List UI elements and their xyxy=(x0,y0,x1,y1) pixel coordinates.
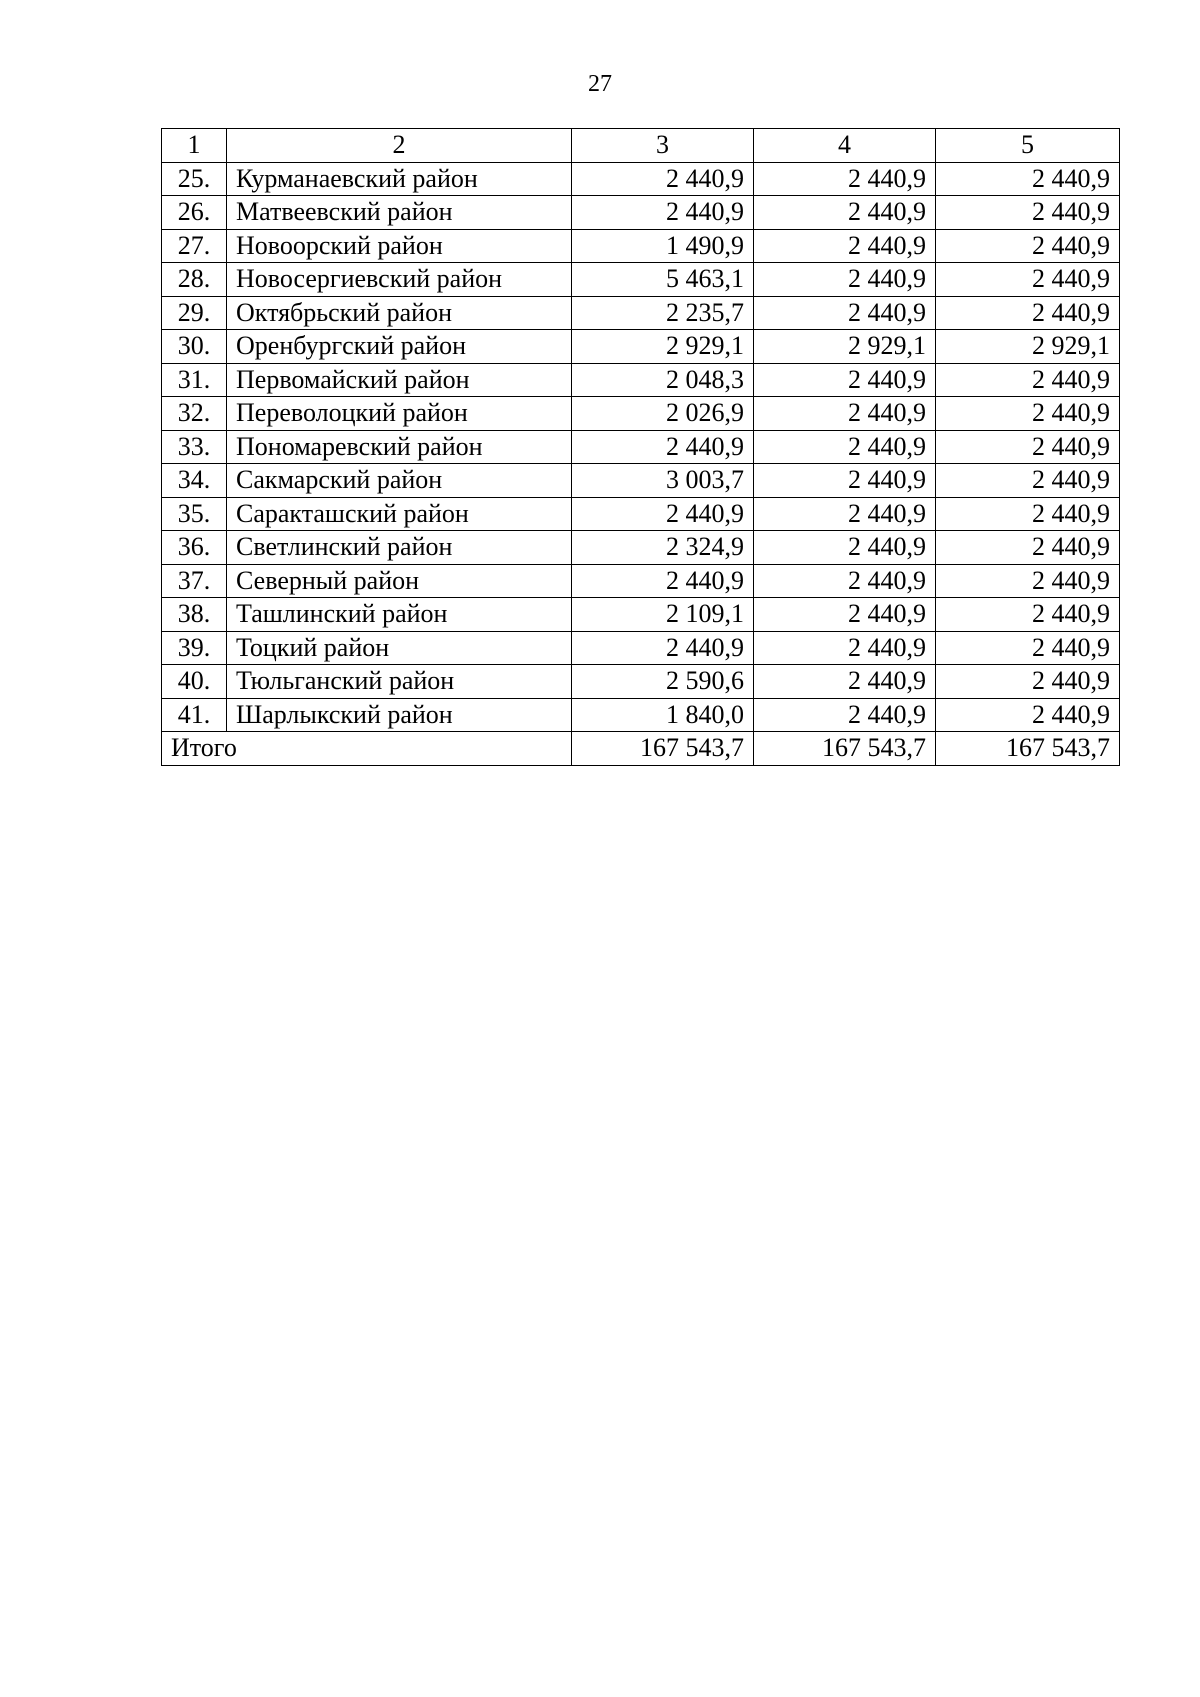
value-col-5: 2 440,9 xyxy=(936,665,1120,699)
value-col-5: 2 440,9 xyxy=(936,196,1120,230)
row-number: 32. xyxy=(162,397,227,431)
district-name: Новосергиевский район xyxy=(227,263,572,297)
row-number: 39. xyxy=(162,631,227,665)
value-col-3: 2 235,7 xyxy=(572,296,754,330)
total-col-5: 167 543,7 xyxy=(936,732,1120,766)
table-row xyxy=(162,397,1120,431)
district-name: Оренбургский район xyxy=(227,330,572,364)
value-col-4: 2 440,9 xyxy=(754,665,936,699)
table-row xyxy=(162,631,1120,665)
value-col-5: 2 440,9 xyxy=(936,430,1120,464)
value-col-5: 2 440,9 xyxy=(936,698,1120,732)
table-row xyxy=(162,497,1120,531)
table-row xyxy=(162,564,1120,598)
value-col-4: 2 440,9 xyxy=(754,497,936,531)
table-row xyxy=(162,162,1120,196)
header-cell-5: 5 xyxy=(936,129,1120,163)
row-number: 35. xyxy=(162,497,227,531)
table-row xyxy=(162,330,1120,364)
value-col-3: 1 840,0 xyxy=(572,698,754,732)
header-cell-2: 2 xyxy=(227,129,572,163)
value-col-3: 2 590,6 xyxy=(572,665,754,699)
value-col-4: 2 440,9 xyxy=(754,430,936,464)
district-name: Пономаревский район xyxy=(227,430,572,464)
table-header xyxy=(162,129,1120,163)
value-col-4: 2 440,9 xyxy=(754,698,936,732)
value-col-5: 2 440,9 xyxy=(936,531,1120,565)
value-col-3: 2 324,9 xyxy=(572,531,754,565)
value-col-5: 2 440,9 xyxy=(936,397,1120,431)
row-number: 25. xyxy=(162,162,227,196)
value-col-3: 2 440,9 xyxy=(572,430,754,464)
table-row xyxy=(162,263,1120,297)
table-row xyxy=(162,665,1120,699)
table-row xyxy=(162,196,1120,230)
district-name: Шарлыкский район xyxy=(227,698,572,732)
table-row xyxy=(162,698,1120,732)
district-name: Первомайский район xyxy=(227,363,572,397)
value-col-3: 2 048,3 xyxy=(572,363,754,397)
total-col-3: 167 543,7 xyxy=(572,732,754,766)
value-col-3: 2 109,1 xyxy=(572,598,754,632)
table-row xyxy=(162,598,1120,632)
value-col-5: 2 440,9 xyxy=(936,631,1120,665)
district-name: Октябрьский район xyxy=(227,296,572,330)
value-col-5: 2 440,9 xyxy=(936,263,1120,297)
total-row xyxy=(162,732,1120,766)
row-number: 38. xyxy=(162,598,227,632)
value-col-4: 2 440,9 xyxy=(754,531,936,565)
value-col-5: 2 440,9 xyxy=(936,296,1120,330)
district-name: Ташлинский район xyxy=(227,598,572,632)
row-number: 30. xyxy=(162,330,227,364)
header-cell-4: 4 xyxy=(754,129,936,163)
value-col-4: 2 440,9 xyxy=(754,162,936,196)
district-name: Тюльганский район xyxy=(227,665,572,699)
district-name: Саракташский район xyxy=(227,497,572,531)
value-col-5: 2 440,9 xyxy=(936,363,1120,397)
budget-table xyxy=(161,128,1120,766)
table-row xyxy=(162,229,1120,263)
value-col-4: 2 929,1 xyxy=(754,330,936,364)
header-cell-1: 1 xyxy=(162,129,227,163)
value-col-4: 2 440,9 xyxy=(754,363,936,397)
value-col-5: 2 440,9 xyxy=(936,162,1120,196)
table-row xyxy=(162,430,1120,464)
value-col-4: 2 440,9 xyxy=(754,296,936,330)
page-number: 27 xyxy=(588,71,612,97)
value-col-3: 2 440,9 xyxy=(572,564,754,598)
table-row xyxy=(162,464,1120,498)
district-name: Новоорский район xyxy=(227,229,572,263)
total-col-4: 167 543,7 xyxy=(754,732,936,766)
district-name: Светлинский район xyxy=(227,531,572,565)
value-col-4: 2 440,9 xyxy=(754,263,936,297)
row-number: 26. xyxy=(162,196,227,230)
value-col-3: 2 440,9 xyxy=(572,162,754,196)
value-col-5: 2 440,9 xyxy=(936,229,1120,263)
value-col-4: 2 440,9 xyxy=(754,598,936,632)
value-col-3: 3 003,7 xyxy=(572,464,754,498)
value-col-4: 2 440,9 xyxy=(754,229,936,263)
value-col-4: 2 440,9 xyxy=(754,631,936,665)
value-col-3: 5 463,1 xyxy=(572,263,754,297)
total-label: Итого xyxy=(162,732,572,766)
value-col-5: 2 440,9 xyxy=(936,598,1120,632)
value-col-4: 2 440,9 xyxy=(754,464,936,498)
table-row xyxy=(162,363,1120,397)
row-number: 36. xyxy=(162,531,227,565)
district-name: Сакмарский район xyxy=(227,464,572,498)
row-number: 29. xyxy=(162,296,227,330)
row-number: 34. xyxy=(162,464,227,498)
header-row xyxy=(162,129,1120,163)
table-row xyxy=(162,531,1120,565)
value-col-3: 2 440,9 xyxy=(572,631,754,665)
district-name: Матвеевский район xyxy=(227,196,572,230)
value-col-3: 2 440,9 xyxy=(572,497,754,531)
value-col-3: 2 929,1 xyxy=(572,330,754,364)
row-number: 33. xyxy=(162,430,227,464)
value-col-4: 2 440,9 xyxy=(754,196,936,230)
value-col-5: 2 440,9 xyxy=(936,497,1120,531)
header-cell-3: 3 xyxy=(572,129,754,163)
table-row xyxy=(162,296,1120,330)
value-col-5: 2 929,1 xyxy=(936,330,1120,364)
district-name: Северный район xyxy=(227,564,572,598)
value-col-3: 2 026,9 xyxy=(572,397,754,431)
row-number: 37. xyxy=(162,564,227,598)
value-col-4: 2 440,9 xyxy=(754,397,936,431)
value-col-4: 2 440,9 xyxy=(754,564,936,598)
row-number: 40. xyxy=(162,665,227,699)
value-col-5: 2 440,9 xyxy=(936,564,1120,598)
row-number: 31. xyxy=(162,363,227,397)
row-number: 41. xyxy=(162,698,227,732)
value-col-3: 1 490,9 xyxy=(572,229,754,263)
district-name: Тоцкий район xyxy=(227,631,572,665)
row-number: 28. xyxy=(162,263,227,297)
district-name: Переволоцкий район xyxy=(227,397,572,431)
value-col-5: 2 440,9 xyxy=(936,464,1120,498)
value-col-3: 2 440,9 xyxy=(572,196,754,230)
district-name: Курманаевский район xyxy=(227,162,572,196)
row-number: 27. xyxy=(162,229,227,263)
table-body xyxy=(162,162,1120,765)
